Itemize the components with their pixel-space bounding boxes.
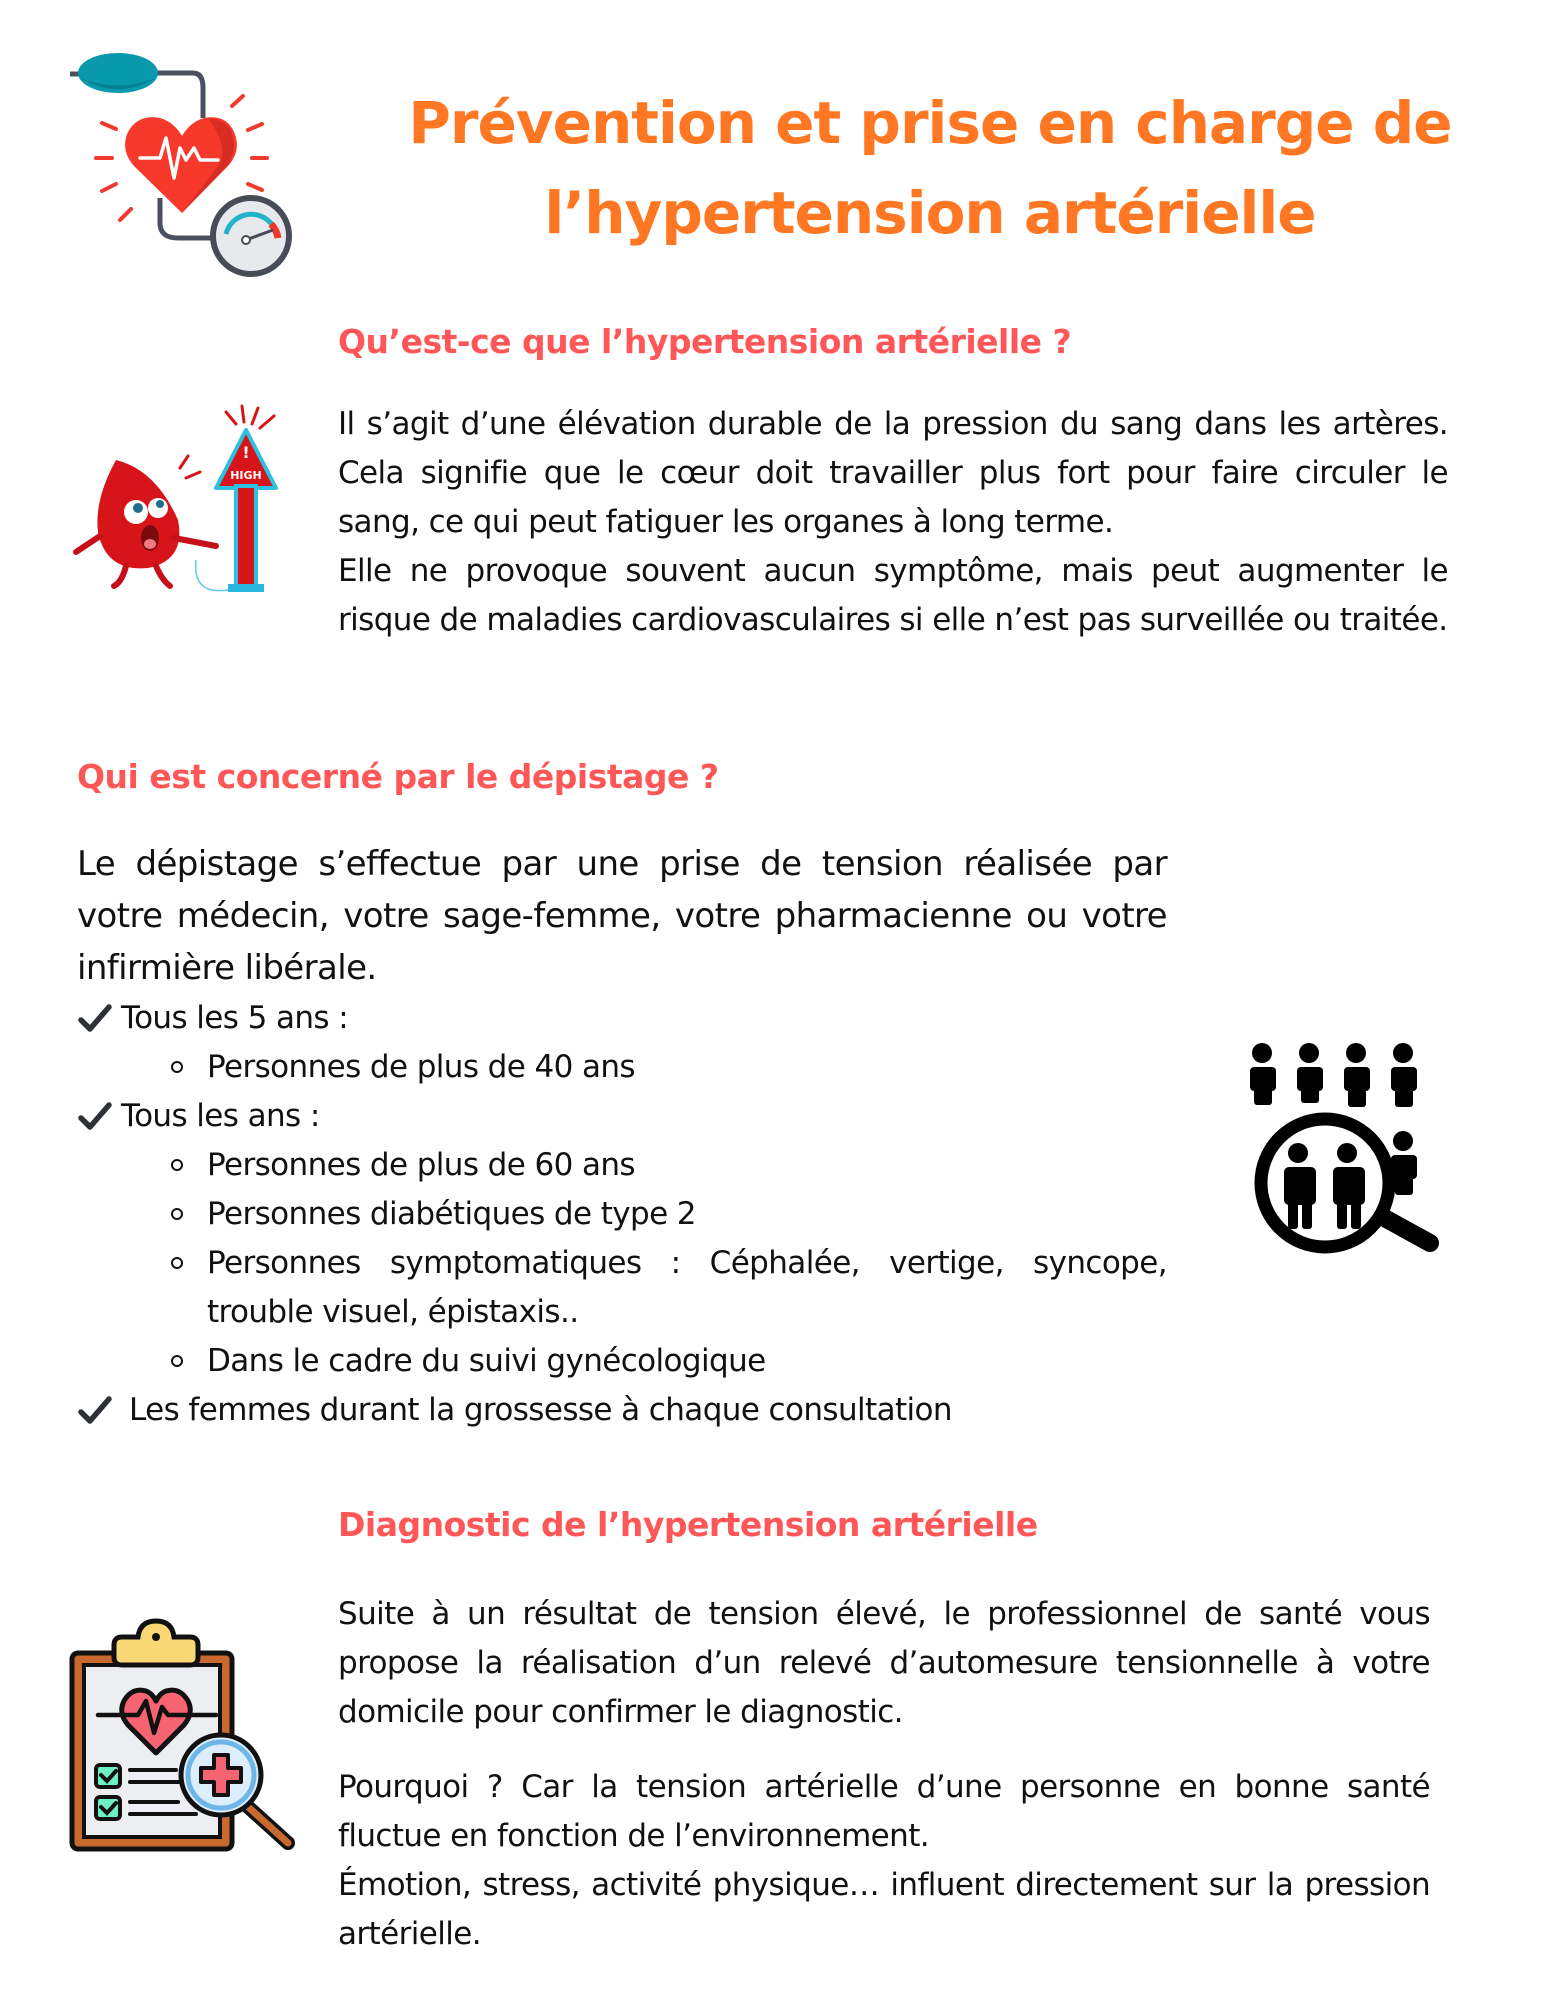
circle-bullet-icon: [171, 1061, 183, 1073]
screening-group-yearly: [77, 1092, 1167, 1141]
section-what-is-body: [338, 400, 1448, 645]
section-screening-body: [77, 838, 1167, 1435]
svg-text:!: !: [242, 443, 250, 462]
title-line-1: Prévention et prise en charge de: [408, 89, 1452, 157]
screening-group-5-years: [77, 994, 1167, 1043]
group-label: Les femmes durant la grossesse à chaque consultation: [129, 1392, 952, 1428]
list-item: Personnes symptomatiques : Céphalée, vertige, syncope, trouble visuel, épistaxis..: [77, 1239, 1167, 1337]
list-item: Personnes diabétiques de type 2: [77, 1190, 1167, 1239]
section-heading-screening: Qui est concerné par le dépistage ?: [77, 757, 719, 796]
paragraph: Émotion, stress, activité physique… influent directement sur la pression artérielle.: [338, 1867, 1430, 1952]
paragraph: Elle ne provoque souvent aucun symptôme, mais peut augmenter le risque de maladies cardiovasculaires si elle n’est pas surveillée ou traitée.: [338, 553, 1448, 638]
list-item: Personnes de plus de 60 ans: [77, 1141, 1167, 1190]
section-heading-diagnosis: Diagnostic de l’hypertension artérielle: [338, 1505, 1038, 1544]
svg-text:HIGH: HIGH: [230, 469, 262, 482]
group-label: Tous les 5 ans :: [121, 1000, 349, 1036]
paragraph: Suite à un résultat de tension élevé, le professionnel de santé vous propose la réalisation d’un relevé d’automesure tensionnelle à votre domicile pour confirmer le diagnostic.: [338, 1596, 1430, 1730]
people-magnifier-icon: [1230, 1035, 1450, 1255]
screening-group-pregnancy: [77, 1386, 1167, 1435]
blood-drop-high-pressure-icon: [66, 400, 306, 600]
circle-bullet-icon: [171, 1355, 183, 1367]
paragraph: Il s’agit d’une élévation durable de la pression du sang dans les artères. Cela signifie que le cœur doit travailler plus fort pour faire circuler le sang, ce qui peut fatiguer les organes à long terme.: [338, 406, 1448, 540]
group-label: Tous les ans :: [121, 1098, 320, 1134]
section-diagnosis-body: [338, 1590, 1430, 1959]
paragraph: Pourquoi ? Car la tension artérielle d’une personne en bonne santé fluctue en fonction de l’environnement.: [338, 1769, 1430, 1854]
checkmark-icon: [77, 1092, 113, 1141]
checkmark-icon: [77, 1386, 113, 1435]
circle-bullet-icon: [171, 1159, 183, 1171]
clipboard-diagnosis-icon: [66, 1615, 306, 1855]
blood-pressure-heart-icon: [68, 48, 298, 278]
title-line-2: l’hypertension artérielle: [544, 179, 1316, 247]
list-item: Personnes de plus de 40 ans: [77, 1043, 1167, 1092]
circle-bullet-icon: [171, 1257, 183, 1269]
section-heading-what-is: Qu’est-ce que l’hypertension artérielle ?: [338, 322, 1072, 361]
list-item: Dans le cadre du suivi gynécologique: [77, 1337, 1167, 1386]
page-title: [380, 78, 1480, 258]
screening-intro: Le dépistage s’effectue par une prise de tension réalisée par votre médecin, votre sage-femme, votre pharmacienne ou votre infirmière libérale.: [77, 844, 1167, 988]
checkmark-icon: [77, 994, 113, 1043]
circle-bullet-icon: [171, 1208, 183, 1220]
